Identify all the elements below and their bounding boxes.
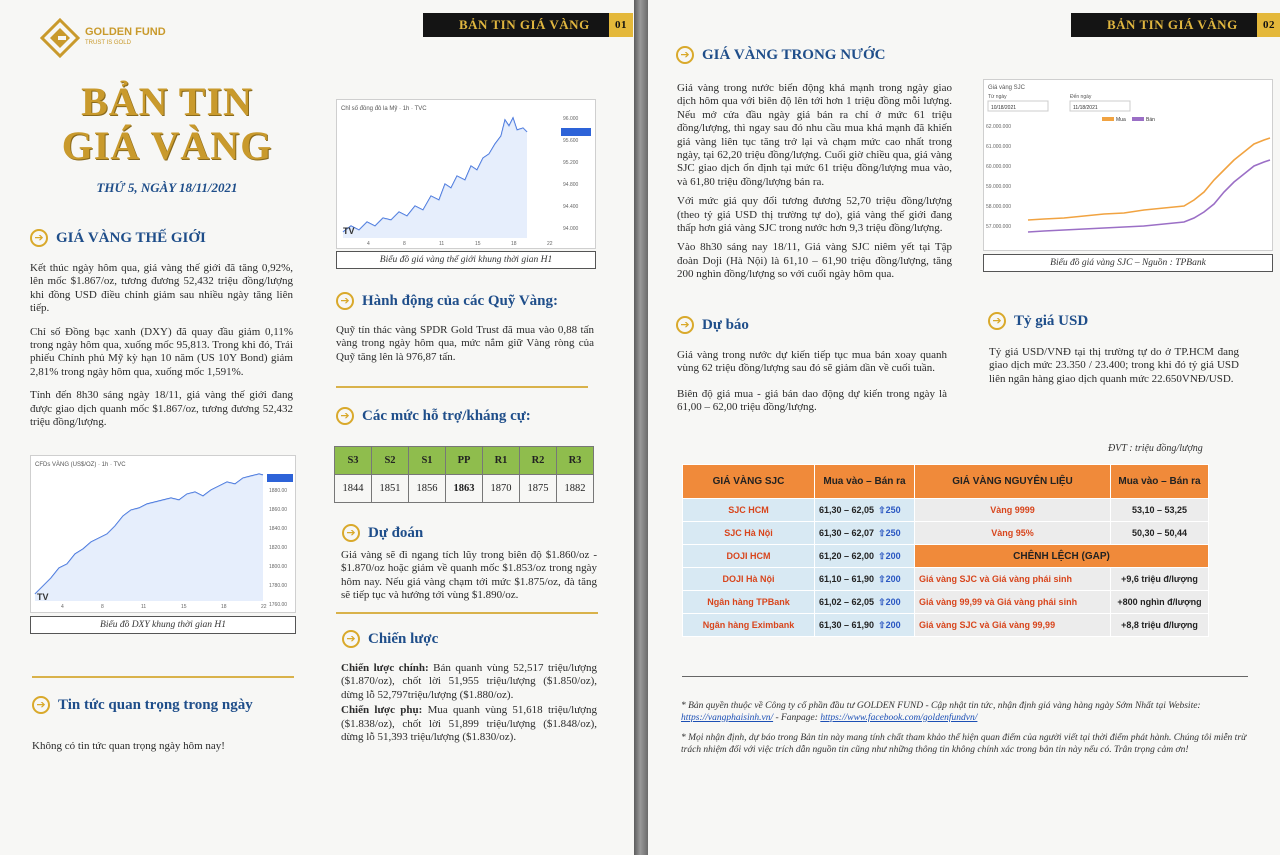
support-resistance-table [334,446,594,503]
arrow-right-icon: ➔ [336,292,354,310]
sjc-price-chart [983,79,1273,251]
col-buy-sell-2: Mua vào – Bán ra [1111,465,1209,499]
gold-y-tick: 1800.00 [269,564,288,570]
dxy-y-tick: 94.400 [563,204,579,210]
level-value-s3: 1844 [335,475,372,503]
col-raw: GIÁ VÀNG NGUYÊN LIỆU [915,465,1111,499]
arrow-right-icon: ➔ [342,524,360,542]
sjc-row-name: SJC Hà Nội [683,522,815,545]
forecast-world-heading [342,524,423,542]
sjc-y-tick: 57.000.000 [986,224,1012,230]
price-value: 61,20 – 62,00 [819,550,875,561]
gap-row-name: Giá vàng SJC và Giá vàng 99,99 [915,614,1111,637]
sjc-buy-line [1028,138,1270,220]
divider [682,676,1248,677]
footer-copyright [681,701,1247,724]
gap-title: CHÊNH LỆCH (GAP) [915,545,1209,568]
table-row [683,522,1209,545]
levels-value-row [335,475,594,503]
news-text: Không có tin tức quan trọng ngày hôm nay! [32,740,225,752]
divider [336,386,588,388]
gold-h1-chart [30,455,296,613]
price-table-header [683,465,1209,499]
cover-title [42,80,292,168]
cover-title-line2: GIÁ VÀNG [61,123,273,168]
sjc-y-tick: 58.000.000 [986,204,1012,210]
sjc-row-price [815,568,915,591]
level-label-pp: PP [446,447,483,475]
strategy-sub [341,704,597,744]
level-label-r2: R2 [520,447,557,475]
page-1 [0,0,634,855]
price-change: ⇧200 [878,550,901,561]
sjc-chart-svg [984,80,1272,250]
forecast-dom-body [677,349,947,425]
tradingview-logo: TV [37,592,49,602]
arrow-right-icon: ➔ [676,46,694,64]
domestic-heading-text: GIÁ VÀNG TRONG NƯỚC [702,46,886,63]
raw-row-name: Vàng 95% [915,522,1111,545]
strategy-sub-label: Chiến lược phụ: [341,704,423,717]
strategy-sub-text: Mua quanh vùng 51,618 triệu/lượng ($1.838/oz), chốt lời 51,899 triệu/lượng ($1.848/oz), dừng lỗ 51,393 triệu/lượng ($1.830/oz). [341,704,597,744]
gold-price-table [682,464,1209,637]
strategy-heading-text: Chiến lược [368,630,439,647]
to-date-value: 11/18/2021 [1073,105,1098,111]
dxy-chart-caption: Biểu đồ giá vàng thế giới khung thời gian H1 [336,251,596,269]
domestic-p1: Giá vàng trong nước biến động khá mạnh trong ngày giao dịch hôm qua với biên độ lên tới hơn 1 triệu đồng mỗi lượng. Nếu mở cửa đầu ngày giá bán ra chỉ ở mức 61 triệu đồng/lượng, thì ngay sau đó nhu cầu mua khá mạnh đã khiến giá vàng liên tục tăng trở lại và chạm mức cao nhất trong ngày, tại 62,20 triệu đồng/lượng. Cuối giờ chiều qua, giá vàng SJC giao dịch ổn định tại mức 61 triệu đồng/lượng mua vào, và 61,80 triệu đồng/lượng bán ra. [677,82,952,188]
dxy-x-tick: 4 [367,241,370,247]
arrow-right-icon: ➔ [336,407,354,425]
gold-y-tick: 1880.00 [269,488,288,494]
gold-y-tick: 1820.00 [269,545,288,551]
news-heading-text: Tin tức quan trọng trong ngày [58,696,253,713]
price-change: ⇧250 [878,527,901,538]
strategy-main-label: Chiến lược chính: [341,662,429,674]
arrow-right-icon: ➔ [988,312,1006,330]
sjc-y-tick: 59.000.000 [986,184,1012,190]
gold-y-tick: 1760.00 [269,602,288,608]
forecast-dom-p1: Giá vàng trong nước dự kiến tiếp tục mua bán xoay quanh vùng 62 triệu đồng/lượng sau đó sẽ giảm dần về cuối tuần. [677,349,947,375]
fx-text: Tỷ giá USD/VNĐ tại thị trường tự do ở TP.HCM đang giao dịch mức 23.350 / 23.400; trong khi đó tỷ giá USD liên ngân hàng giao dịch quanh mức 22.650VNĐ/USD. [989,346,1239,385]
gap-row-value: +9,6 triệu đ/lượng [1111,568,1209,591]
logo-icon [40,18,80,58]
legend-sell-label: Bán [1146,117,1155,123]
world-p1: Kết thúc ngày hôm qua, giá vàng thế giới đã tăng 0,92%, lên mốc $1.867/oz, tương đương 52,432 triệu đồng/lượng khi đồng USD điều chỉnh giảm sau nhiều ngày tăng liên tiếp. [30,262,293,315]
divider [336,612,598,614]
table-row [683,568,1209,591]
dxy-x-tick: 11 [439,241,445,247]
price-change: ⇧200 [878,596,901,607]
forecast-dom-heading-text: Dự báo [702,316,749,333]
gap-row-name: Giá vàng 99,99 và Giá vàng phái sinh [915,591,1111,614]
gap-row-value: +8,8 triệu đ/lượng [1111,614,1209,637]
gap-row-name: Giá vàng SJC và Giá vàng phái sinh [915,568,1111,591]
dxy-y-tick: 94.800 [563,182,579,188]
gold-x-tick: 18 [221,604,227,610]
gap-row-value: +800 nghìn đ/lượng [1111,591,1209,614]
gold-chart-caption: Biểu đồ DXY khung thời gian H1 [30,616,296,634]
dxy-area [343,118,527,238]
gold-last-price-marker [267,474,293,482]
gold-price-area [35,474,263,601]
gold-h1-chart-svg [31,456,295,612]
world-p3: Tính đến 8h30 sáng ngày 18/11, giá vàng thế giới đang được giao dịch quanh mốc $1.867/oz, tương đương 52,432 triệu đồng/lượng. [30,389,293,429]
gold-chart-label: CFDs VÀNG (US$/OZ) · 1h · TVC [35,462,126,468]
sjc-row-name: Ngân hàng TPBank [683,591,815,614]
domestic-p3: Vào 8h30 sáng nay 18/11, Giá vàng SJC niêm yết tại Tập đoàn Doji (Hà Nội) là 61,10 – 61,90 triệu đồng/lượng, tăng 200 nghìn đồng/lượng so với cuối ngày hôm qua. [677,241,952,281]
sjc-y-tick: 62.000.000 [986,124,1012,130]
forecast-dom-heading [676,316,749,334]
gold-y-tick: 1840.00 [269,526,288,532]
dxy-y-tick: 95.200 [563,160,579,166]
price-change: ⇧250 [878,504,901,515]
domestic-heading [676,46,886,64]
level-value-r2: 1875 [520,475,557,503]
fanpage-link[interactable]: https://www.facebook.com/goldenfundvn/ [820,712,978,723]
sjc-chart-title: Giá vàng SJC [988,85,1026,91]
header-bar [1071,13,1280,37]
levels-header-row [335,447,594,475]
sjc-row-price [815,614,915,637]
domestic-p2: Với mức giá quy đổi tương đương 52,70 triệu đồng/lượng (theo tỷ giá USD thị trường tự do), giá vàng thế giới đang thấp hơn giá vàng SJC trong nước hơn 9,3 triệu đồng/lượng. [677,195,952,235]
world-heading-text: GIÁ VÀNG THẾ GIỚI [56,229,206,246]
level-label-s3: S3 [335,447,372,475]
website-link[interactable]: https://vangphaisinh.vn/ [681,712,774,723]
gold-x-tick: 4 [61,604,64,610]
level-value-s1: 1856 [409,475,446,503]
brand-tagline: TRUST IS GOLD [85,40,131,46]
world-heading [30,229,206,247]
gold-x-tick: 8 [101,604,104,610]
sjc-chart-caption: Biểu đồ giá vàng SJC – Nguồn : TPBank [983,254,1273,272]
dxy-h1-chart-svg [337,100,595,248]
table-row [683,591,1209,614]
legend-buy-swatch [1102,117,1114,121]
funds-text: Quỹ tín thác vàng SPDR Gold Trust đã mua vào 0,88 tấn vàng trong ngày hôm qua, mức nắm giữ Vàng ròng của Quỹ tăng lên là 976,87 tấn. [336,324,594,363]
level-value-r3: 1882 [557,475,594,503]
dxy-y-tick: 94.000 [563,226,579,232]
dxy-x-tick: 22 [547,241,553,247]
price-value: 61,10 – 61,90 [819,573,875,584]
level-label-r3: R3 [557,447,594,475]
price-value: 61,30 – 61,90 [819,619,875,630]
sjc-y-tick: 60.000.000 [986,164,1012,170]
forecast-world-text: Giá vàng sẽ đi ngang tích lũy trong biên độ $1.860/oz - $1.870/oz hoặc giảm về quanh mốc $1.853/oz trong ngày hôm nay. Nếu giá vàng chạm tới mức $1.875/oz, đà tăng sẽ tiếp tục và hướng tới vùng $1.890/oz. [341,549,597,602]
sjc-to-label: Đến ngày [1070,94,1092,100]
dxy-last-marker [561,128,591,136]
col-sjc: GIÁ VÀNG SJC [683,465,815,499]
strategy-heading [342,630,438,648]
price-change: ⇧200 [878,573,901,584]
raw-row-price: 50,30 – 50,44 [1111,522,1209,545]
gold-y-tick: 1860.00 [269,507,288,513]
unit-label: ĐVT : triệu đồng/lượng [1108,443,1203,454]
page-number: 02 [1257,13,1280,37]
table-row [683,614,1209,637]
header-label: BẢN TIN GIÁ VÀNG [1107,17,1238,32]
fx-heading [988,312,1088,330]
brand-name: GOLDEN FUND [85,26,166,38]
forecast-dom-p2: Biên độ giá mua - giá bán dao động dự kiến trong ngày là 61,00 – 62,00 triệu đồng/lượng. [677,387,947,414]
col-buy-sell: Mua vào – Bán ra [815,465,915,499]
sjc-sell-line [1028,160,1270,232]
issue-date: THỨ 5, NGÀY 18/11/2021 [96,180,238,195]
forecast-world-heading-text: Dự đoán [368,524,424,541]
dxy-h1-chart [336,99,596,249]
funds-heading [336,292,558,310]
dxy-x-tick: 8 [403,241,406,247]
sjc-row-name: SJC HCM [683,499,815,522]
page-gutter [634,0,648,855]
divider [32,676,294,678]
price-value: 61,02 – 62,05 [819,596,875,607]
sjc-row-name: Ngân hàng Eximbank [683,614,815,637]
strategy-main [341,662,597,702]
sjc-row-name: DOJI HCM [683,545,815,568]
header-label: BẢN TIN GIÁ VÀNG [459,17,590,32]
sjc-row-price [815,591,915,614]
sjc-row-price [815,545,915,568]
arrow-right-icon: ➔ [676,316,694,334]
arrow-right-icon: ➔ [342,630,360,648]
raw-row-name: Vàng 9999 [915,499,1111,522]
level-value-s2: 1851 [372,475,409,503]
strategy-body [341,662,597,754]
gold-x-tick: 15 [181,604,187,610]
legend-buy-label: Mua [1116,117,1126,123]
world-body [30,262,293,439]
level-value-pp: 1863 [446,475,483,503]
gold-y-tick: 1780.00 [269,583,288,589]
price-value: 61,30 – 62,07 [819,527,875,538]
level-label-r1: R1 [483,447,520,475]
raw-row-price: 53,10 – 53,25 [1111,499,1209,522]
dxy-x-tick: 18 [511,241,517,247]
fanpage-label: - Fanpage: [773,712,818,723]
level-label-s2: S2 [372,447,409,475]
dxy-x-tick: 15 [475,241,481,247]
levels-heading-text: Các mức hỗ trợ/kháng cự: [362,407,531,424]
level-label-s1: S1 [409,447,446,475]
copyright-text: * Bản quyền thuộc về Công ty cổ phần đầu tư GOLDEN FUND - Cập nhật tin tức, nhận định giá vàng hàng ngày Sớm Nhất tại Website: [681,701,1201,711]
dxy-y-tick: 95.600 [563,138,579,144]
cover-title-line1: BẢN TIN [81,79,253,124]
dxy-y-tick: 96.000 [563,116,579,122]
sjc-row-price [815,522,915,545]
dxy-chart-label: Chỉ số đồng đô la Mỹ · 1h · TVC [341,106,427,112]
sjc-y-tick: 61.000.000 [986,144,1012,150]
price-value: 61,30 – 62,05 [819,504,875,515]
price-change: ⇧200 [878,619,901,630]
gold-x-tick: 22 [261,604,267,610]
fx-heading-text: Tỷ giá USD [1014,312,1089,329]
funds-heading-text: Hành động của các Quỹ Vàng: [362,292,559,309]
page-number: 01 [609,13,633,37]
header-bar [423,13,633,37]
table-row [683,499,1209,522]
level-value-r1: 1870 [483,475,520,503]
levels-heading [336,407,531,425]
legend-sell-swatch [1132,117,1144,121]
page-2 [648,0,1280,855]
from-date-value: 10/18/2021 [991,105,1017,111]
tradingview-logo: TV [343,226,355,236]
sjc-row-price [815,499,915,522]
arrow-right-icon: ➔ [32,696,50,714]
world-p2: Chỉ số Đồng bạc xanh (DXY) đã quay đầu giảm 0,11% trong ngày hôm qua, xuống mốc 95,813. Trong khi đó, Trái phiếu Chính phủ Mỹ kỳ hạn 10 năm (US 10Y Bond) giảm 2,81% trong ngày hôm qua, xuống mốc 1,591%. [30,325,293,378]
sjc-from-label: Từ ngày [988,94,1007,100]
gold-x-tick: 11 [141,604,147,610]
footer-disclaimer: * Mọi nhận định, dự báo trong Bản tin này mang tính chất tham khảo thể hiện quan điểm của người viết tại thời điểm phát hành. Chúng tôi miễn trừ trách nhiệm đối với việc trích dẫn nguồn tin cũng như những thông tin không chính xác trong bản tin này nếu có. Trân trọng cảm ơn! [681,733,1247,755]
domestic-body [677,82,952,292]
news-heading [32,696,253,714]
strategy-main-text: Bán quanh vùng 52,517 triệu/lượng ($1.870/oz), chốt lời 51,955 triệu/lượng ($1.850/oz), dừng lỗ 52,797triệu/lượng ($1.880/oz). [341,662,597,701]
table-row [683,545,1209,568]
arrow-right-icon: ➔ [30,229,48,247]
sjc-row-name: DOJI Hà Nội [683,568,815,591]
